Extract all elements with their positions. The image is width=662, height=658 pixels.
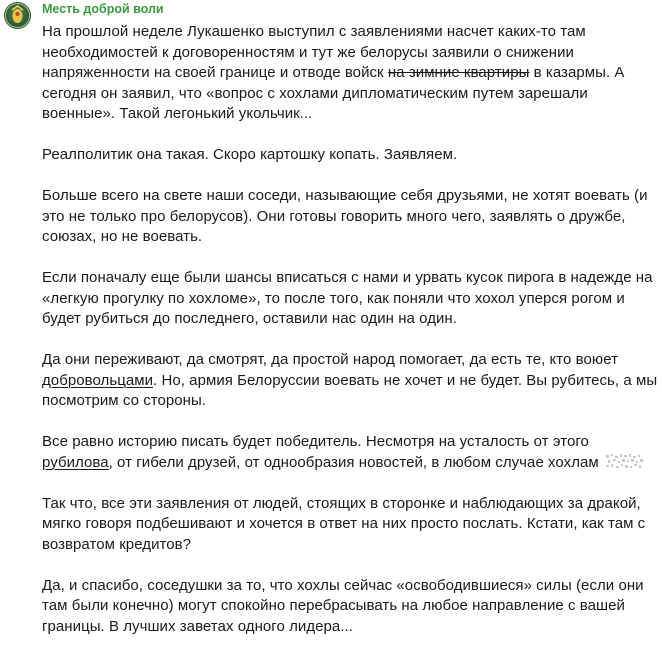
- paragraph-1: [42, 22, 658, 125]
- underlined-word: рубилова: [42, 453, 109, 471]
- paragraph-1-text-b: в казармы. А сегодня он заявил, что «вопрос с хохлами дипломатическим путем зарешали военные». Такой легонький укольчик...: [42, 64, 625, 122]
- underlined-word: добровольцами: [42, 371, 154, 389]
- channel-avatar-icon: [4, 2, 31, 29]
- paragraph-4: Если поначалу еще были шансы вписаться с нами и урвать кусок пирога в надежде на «легкую прогулку по хохломе», то после того, как поняли что хохол уперся рогом и будет рубиться до последнего, оставили нас один на один.: [42, 269, 653, 327]
- paragraph-5: [42, 350, 658, 412]
- paragraph-5-text-b: . Но, армия Белоруссии воевать не хочет и не будет. Вы рубитесь, а мы посмотрим со стороны.: [42, 371, 658, 409]
- paragraph-6-text-a: Все равно историю писать будет победитель. Несмотря на усталость от этого: [42, 433, 589, 450]
- paragraph-7: Так что, все эти заявления от людей, стоящих в сторонке и наблюдающих за дракой, мягко говоря подбешивают и хочется в ответ на них просто послать. Кстати, как там с возвратом кредитов?: [42, 494, 646, 553]
- paragraph-6: [42, 432, 658, 473]
- strikethrough-text: на зимние квартиры: [387, 64, 530, 81]
- paragraph-6-text-b: , от гибели друзей, от однообразия новостей, в любом случае хохлам: [108, 453, 603, 471]
- blurred-emoji-icon: [605, 453, 645, 470]
- paragraph-1-text-a: На прошлой неделе Лукашенко выступил с заявлениями насчет каких-то там необходимостей к договоренностям и тут же белорусы заявили о снижении напряженности на своей границе и отводе войск: [42, 23, 586, 81]
- channel-name[interactable]: Месть доброй воли: [42, 2, 164, 16]
- paragraph-2: Реалполитик она такая. Скоро картошку копать. Заявляем.: [42, 146, 458, 163]
- paragraph-5-text-a: Да они переживают, да смотрят, да простой народ помогает, да есть те, кто воюет: [42, 351, 619, 368]
- message-text: [42, 22, 658, 658]
- paragraph-8: Да, и спасибо, соседушки за то, что хохлы сейчас «освободившиеся» силы (если они там были конечно) могут спокойно перебрасывать на любое направление с вашей границы. В лучших заветах одного лидера...: [42, 576, 644, 635]
- paragraph-3: Больше всего на свете наши соседи, называющие себя друзьями, не хотят воевать (и это не только про белорусов). Они готовы говорить много чего, заявлять о дружбе, союзах, но не воевать.: [42, 187, 648, 245]
- channel-avatar[interactable]: [4, 2, 31, 29]
